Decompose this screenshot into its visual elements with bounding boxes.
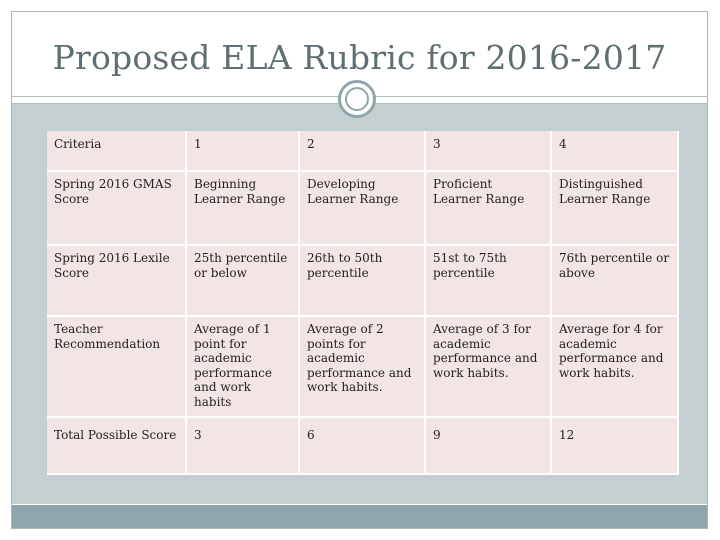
header-cell: 2 [299, 131, 425, 171]
table-cell: 51st to 75th percentile [425, 245, 551, 316]
header-cell: Criteria [47, 131, 186, 171]
decorative-circle-icon [338, 80, 376, 118]
table-cell: Average of 1 point for academic performance and work habits [186, 316, 299, 417]
table-cell: 25th percentile or below [186, 245, 299, 316]
table-cell: Teacher Recommendation [47, 316, 186, 417]
table-cell: 9 [425, 417, 551, 474]
table-row [47, 316, 678, 417]
table-cell: Average of 3 for academic performance and work habits. [425, 316, 551, 417]
table-cell: Proficient Learner Range [425, 171, 551, 245]
header-cell: 1 [186, 131, 299, 171]
table-cell: Developing Learner Range [299, 171, 425, 245]
rubric-table [47, 131, 679, 475]
table-header-row [47, 131, 678, 171]
table-cell: 3 [186, 417, 299, 474]
table-cell: Average for 4 for academic performance and work habits. [551, 316, 678, 417]
slide-title: Proposed ELA Rubric for 2016-2017 [52, 38, 667, 77]
table-cell: 6 [299, 417, 425, 474]
table-cell: Beginning Learner Range [186, 171, 299, 245]
table-cell: Distinguished Learner Range [551, 171, 678, 245]
table-cell: Average of 2 points for academic performance and work habits. [299, 316, 425, 417]
table-cell: Total Possible Score [47, 417, 186, 474]
header-cell: 3 [425, 131, 551, 171]
table-row [47, 417, 678, 474]
table-cell: 12 [551, 417, 678, 474]
table-cell: 26th to 50th percentile [299, 245, 425, 316]
table-cell: Spring 2016 GMAS Score [47, 171, 186, 245]
header-cell: 4 [551, 131, 678, 171]
table-cell: Spring 2016 Lexile Score [47, 245, 186, 316]
table-row [47, 171, 678, 245]
table-row [47, 245, 678, 316]
table-cell: 76th percentile or above [551, 245, 678, 316]
footer-bar [12, 505, 707, 528]
